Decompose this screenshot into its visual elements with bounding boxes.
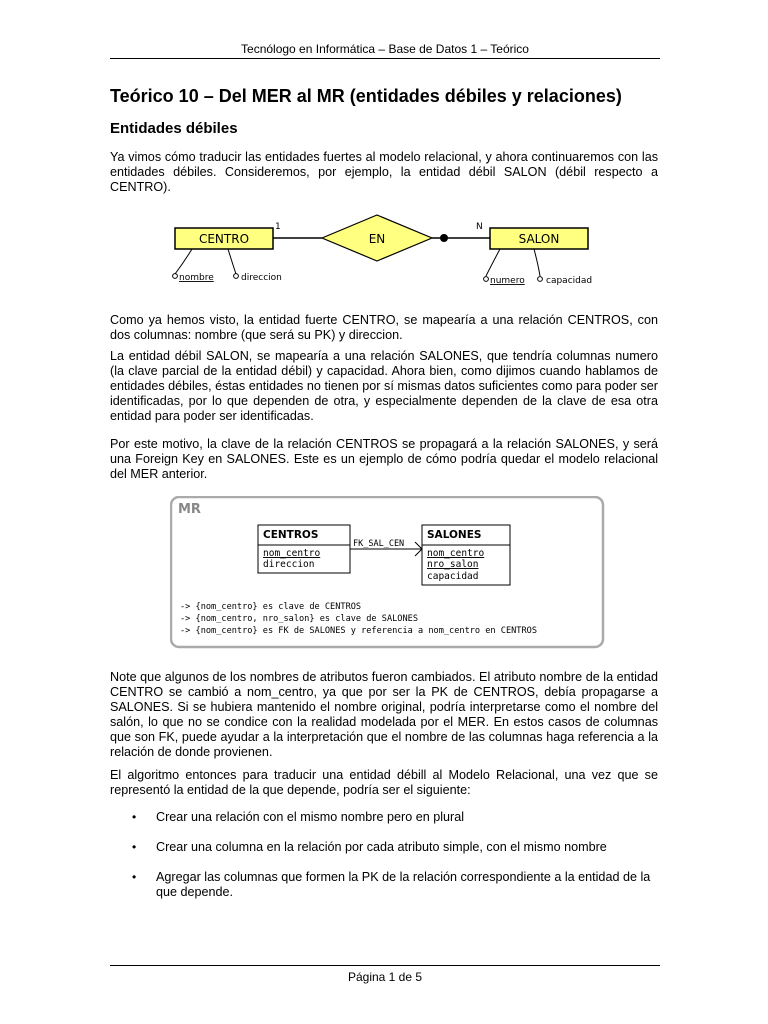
mr-label: MR — [178, 502, 201, 517]
er-diagram — [170, 212, 610, 292]
paragraph-fk: Por este motivo, la clave de la relación CENTROS se propagará a la relación SALONES, y será una Foreign Key en SALONES. Este es un ejemplo de cómo podría quedar el modelo relacional del MER anterior. — [110, 437, 658, 481]
attr-nombre: nombre — [179, 273, 214, 283]
paragraph-salon: La entidad débil SALON, se mapearía a una relación SALONES, que tendría columnas numero (la clave parcial de la entidad débil) y capacidad. Ahora bien, como dijimos cuando hablamos de entidades débiles, éstas entidades no tienen por sí mismas datos suficientes como para poder ser identificadas, por lo que dependen de otra, y especialmente dependen de la clave de esa otra entidad para poder ser identificadas. — [110, 349, 658, 423]
centros-col-direccion: direccion — [263, 559, 315, 570]
document-page: Tecnólogo en Informática – Base de Datos 1 – Teórico Teórico 10 – Del MER al MR (entidades débiles y relaciones) Entidades débiles Ya vimos cómo traducir las entidades fuertes al modelo relacional, y ahora continuaremos con las entidades débiles. Consideremos, por ejemplo, la entidad débil SALON (débil respecto a CENTRO). CENTRO 1 EN N SALON nombre direccion numero capacidad Como ya hemos visto, la entidad fuerte CENTRO, se mapearía a una relación CENTROS, con dos columnas: nombre (que será su PK) y direccion. La entidad débil SALON, se mapearía a una relación SALONES, que tendría columnas numero (la clave parcial de la entidad débil) y capacidad. Ahora bien, como dijimos cuando hablamos de entidades débiles, éstas entidades no tienen por sí mismas datos suficientes como para poder ser identificadas, por lo que dependen de otra, y especialmente dependen de la clave de esa otra entidad para poder ser identificadas. Por este motivo, la clave de la relación CENTROS se propagará a la relación SALONES, y será una Foreign Key en SALONES. Este es un ejemplo de cómo podría quedar el modelo relacional del MER anterior. MR CENTROS nom_centro direccion FK_SAL_CEN SALONES nom_centro nro_salon capacidad -> {nom_centro} es clave de CENTROS -> {nom_centro, nro_salon} es clave de SALONES -> {nom_centro} es FK de SALONES y referencia a nom_centro en CENTROS Note que algunos de los nombres de atributos fueron cambiados. El atributo nombre de la entidad CENTRO se cambió a nom_centro, ya que por ser la PK de CENTROS, debía propagarse a SALONES. Si se hubiera mantenido el nombre original, podría interpretarse como el nombre del salón, lo que no se condice con la realidad modelada por el MER. En estos casos de columnas que son FK, puede ayudar a la interpretación que el nombre de las columnas haga referencia a la relación de donde provienen. El algoritmo entonces para traducir una entidad débill al Modelo Relacional, una vez que se representó la entidad de la que depende, podría ser el siguiente: • Crear una relación con el mismo nombre pero en plural • Crear una columna en la relación por cada atributo simple, con el mismo nombre • Agregar las columnas que formen la PK de la relación correspondiente a la entidad de la que depende. Página 1 de 5 — [110, 42, 658, 984]
table-salones-name: SALONES — [427, 529, 482, 541]
bullet-dot: • — [132, 840, 137, 854]
relation-en-label: EN — [368, 232, 386, 246]
page-header: Tecnólogo en Informática – Base de Datos 1 – Teórico — [241, 42, 529, 56]
mr-diagram — [170, 496, 606, 650]
attr-capacidad: capacidad — [546, 276, 593, 286]
bullet-dot: • — [132, 870, 137, 884]
section-heading: Entidades débiles — [110, 120, 238, 137]
salones-col-nro-salon: nro_salon — [427, 559, 479, 570]
centros-col-nom-centro: nom_centro — [263, 548, 321, 559]
salones-col-capacidad: capacidad — [427, 571, 479, 582]
cardinality-1: 1 — [275, 222, 281, 232]
paragraph-centro: Como ya hemos visto, la entidad fuerte CENTRO, se mapearía a una relación CENTROS, con dos columnas: nombre (que será su PK) y direccion. — [110, 313, 658, 342]
paragraph-algorithm: El algoritmo entonces para traducir una entidad débill al Modelo Relacional, una vez que se representó la entidad de la que depende, podría ser el siguiente: — [110, 768, 658, 797]
attr-direccion: direccion — [241, 273, 282, 283]
table-centros-name: CENTROS — [263, 529, 319, 541]
cardinality-n: N — [476, 222, 483, 232]
footer-rule — [110, 965, 660, 966]
salones-col-nom-centro: nom_centro — [427, 548, 485, 559]
paragraph-intro: Ya vimos cómo traducir las entidades fuertes al modelo relacional, y ahora continuaremos con las entidades débiles. Consideremos, por ejemplo, la entidad débil SALON (débil respecto a CENTRO). — [110, 150, 658, 194]
fk-label: FK_SAL_CEN — [353, 539, 405, 549]
mr-note-1: -> {nom_centro} es clave de CENTROS — [180, 602, 362, 612]
header-rule — [110, 58, 660, 59]
document-title: Teórico 10 – Del MER al MR (entidades débiles y relaciones) — [110, 86, 622, 106]
bullet-dot: • — [132, 810, 137, 824]
entity-salon-label: SALON — [518, 232, 560, 246]
attr-numero: numero — [490, 276, 525, 286]
mr-note-3: -> {nom_centro} es FK de SALONES y referencia a nom_centro en CENTROS — [180, 626, 537, 636]
entity-centro-label: CENTRO — [198, 232, 250, 246]
mr-note-2: -> {nom_centro, nro_salon} es clave de SALONES — [180, 614, 418, 624]
paragraph-note: Note que algunos de los nombres de atributos fueron cambiados. El atributo nombre de la entidad CENTRO se cambió a nom_centro, ya que por ser la PK de CENTROS, debía propagarse a SALONES. Si se hubiera mantenido el nombre original, podría interpretarse como el nombre del salón, lo que no se condice con la realidad modelada por el MER. En estos casos de columnas que son FK, puede ayudar a la interpretación que el nombre de las columnas haga referencia a la relación de donde provienen. — [110, 670, 658, 759]
page-footer: Página 1 de 5 — [347, 970, 423, 984]
